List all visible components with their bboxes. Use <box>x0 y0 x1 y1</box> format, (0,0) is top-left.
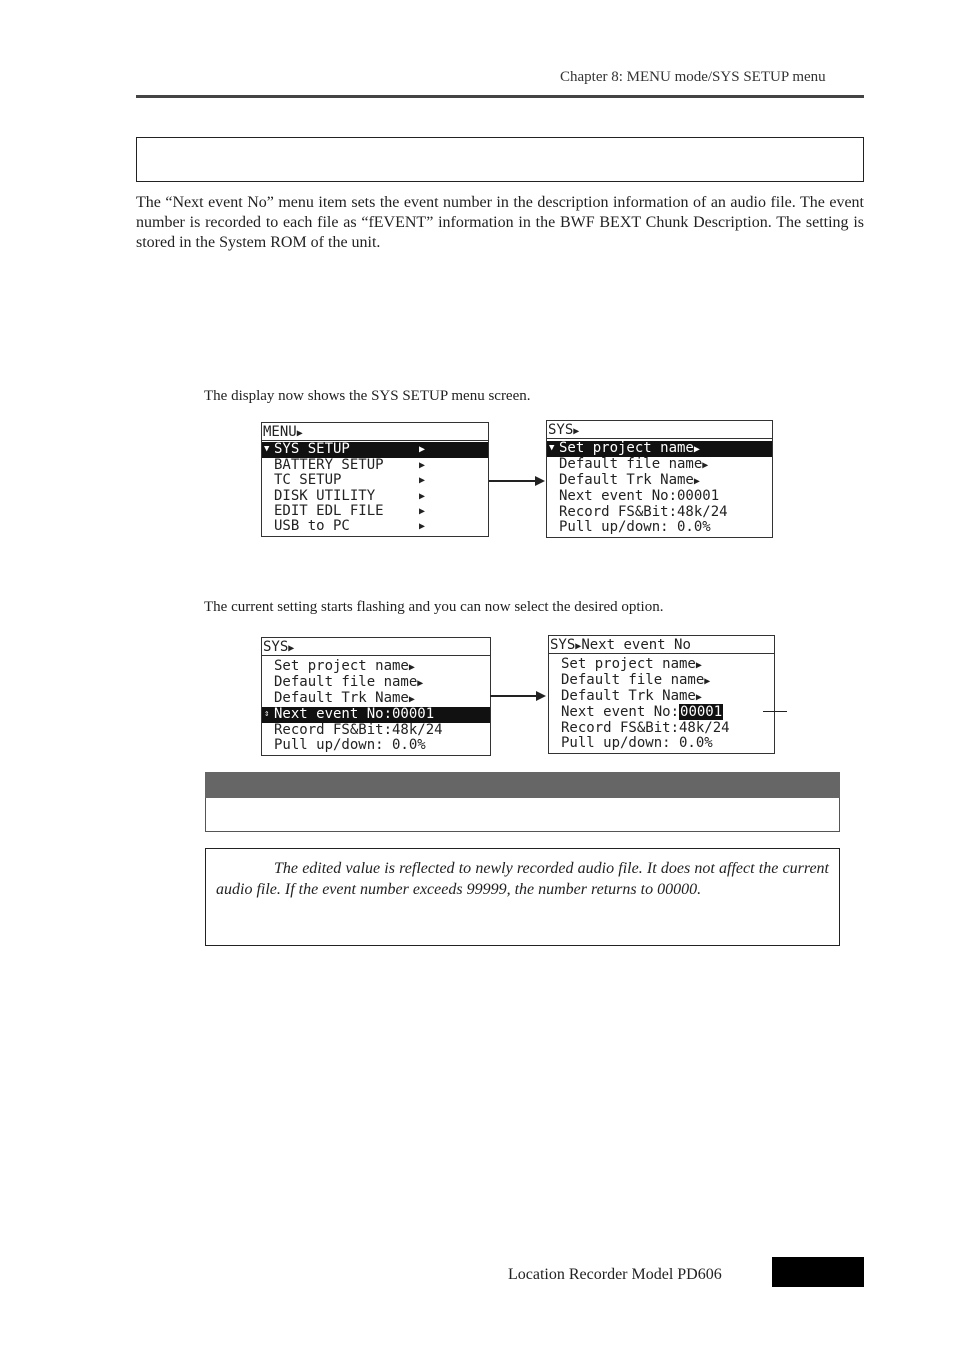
lcd-item-label: Set project name <box>561 656 696 672</box>
lcd-item-label: USB to PC <box>274 518 350 534</box>
lcd-row <box>262 738 490 754</box>
right-triangle-icon: ▶ <box>419 491 426 502</box>
lcd-sys-screen <box>546 420 773 538</box>
lcd-row <box>549 736 774 752</box>
lcd-item-label: Next event No:00001 <box>274 706 435 722</box>
scroll-down-icon: ▼ <box>549 443 555 453</box>
callout-line <box>763 711 787 712</box>
lcd-item-label: Default file name <box>274 674 418 690</box>
lcd-row <box>262 659 490 675</box>
lcd-title-text: SYS <box>263 639 289 655</box>
lcd-row-selected <box>262 707 490 723</box>
lcd-item-label: Next event No:00001 <box>559 488 720 504</box>
lcd-item-label: Default file name <box>559 456 703 472</box>
right-triangle-icon: ▶ <box>408 694 415 705</box>
lcd-title-text: MENU <box>263 424 297 440</box>
lcd-row <box>262 675 490 691</box>
lcd-item-label: BATTERY SETUP <box>274 457 384 473</box>
memo-box <box>205 848 840 946</box>
lcd-title <box>550 637 691 653</box>
lcd-item-label: Record FS&Bit:48k/24 <box>274 722 443 738</box>
lcd-title-text: SYS <box>550 637 576 653</box>
lcd-item-label: Default Trk Name <box>274 690 409 706</box>
lcd-separator <box>547 438 772 439</box>
right-triangle-icon: ▶ <box>693 476 700 487</box>
event-number-value: 00001 <box>680 704 723 720</box>
lcd-title <box>263 424 303 440</box>
lcd-next-event-edit <box>548 635 775 754</box>
right-triangle-icon: ▶ <box>419 475 426 486</box>
flow-arrow-line <box>490 695 536 697</box>
right-triangle-icon: ▶ <box>573 426 580 437</box>
arrow-right-icon <box>535 476 545 486</box>
lcd-item-label: Default Trk Name <box>561 688 696 704</box>
lcd-row <box>262 691 490 707</box>
step2-text: The current setting starts flashing and you can now select the desired option. <box>204 599 664 615</box>
right-triangle-icon: ▶ <box>704 676 711 687</box>
lcd-item-label: Pull up/down: 0.0% <box>559 519 711 535</box>
lcd-separator <box>549 653 774 654</box>
lcd-row <box>547 489 772 505</box>
section-title-box <box>136 137 864 182</box>
lcd-row <box>547 473 772 489</box>
lcd-row <box>547 520 772 536</box>
right-triangle-icon: ▶ <box>296 428 303 439</box>
lcd-title <box>263 639 294 655</box>
lcd-row-selected <box>547 441 772 457</box>
lcd-row-selected <box>262 442 488 458</box>
chapter-header: Chapter 8: MENU mode/SYS SETUP menu <box>560 69 826 85</box>
lcd-row <box>549 705 774 721</box>
lcd-item-label: Set project name <box>559 440 694 456</box>
lcd-separator <box>262 655 490 656</box>
lcd-item-label: SYS SETUP <box>274 441 350 457</box>
lcd-menu-screen <box>261 422 489 537</box>
lcd-item-label: Next event No: <box>561 704 680 720</box>
memo-text: The edited value is reflected to newly recorded audio file. It does not affect the current audio file. If the event number exceeds 99999, the number returns to 00000. <box>216 860 829 898</box>
right-triangle-icon: ▶ <box>408 662 415 673</box>
lcd-item-label: Record FS&Bit:48k/24 <box>559 504 728 520</box>
right-triangle-icon: ▶ <box>693 444 700 455</box>
step1-text: The display now shows the SYS SETUP menu screen. <box>204 388 531 404</box>
right-triangle-icon: ▶ <box>702 460 709 471</box>
right-triangle-icon: ▶ <box>419 444 426 455</box>
lcd-row <box>549 657 774 673</box>
lcd-sys-next-event-selected <box>261 637 491 756</box>
right-triangle-icon: ▶ <box>575 641 582 652</box>
lcd-item-label: Set project name <box>274 658 409 674</box>
right-triangle-icon: ▶ <box>695 692 702 703</box>
right-triangle-icon: ▶ <box>419 506 426 517</box>
lcd-title-text: SYS <box>548 422 574 438</box>
lcd-item-label: TC SETUP <box>274 472 342 488</box>
lcd-item-label: Default Trk Name <box>559 472 694 488</box>
header-rule <box>136 95 864 98</box>
lcd-row <box>549 689 774 705</box>
right-triangle-icon: ▶ <box>419 460 426 471</box>
flow-arrow-line <box>489 480 535 482</box>
note-body <box>205 798 840 832</box>
lcd-row <box>262 473 488 489</box>
lcd-row <box>547 457 772 473</box>
lcd-item-label: EDIT EDL FILE <box>274 503 384 519</box>
lcd-item-label: Record FS&Bit:48k/24 <box>561 720 730 736</box>
lcd-row <box>549 673 774 689</box>
lcd-item-label: Pull up/down: 0.0% <box>274 737 426 753</box>
lcd-row <box>262 519 488 535</box>
intro-paragraph: The “Next event No” menu item sets the event number in the description information of an audio file. The event number is recorded to each file as “fEVENT” information in the BWF BEXT Chunk Description. The setting is stored in the System ROM of the unit. <box>136 194 864 251</box>
right-triangle-icon: ▶ <box>419 521 426 532</box>
lcd-subtitle: Next event No <box>581 637 691 653</box>
page-number-box <box>772 1257 864 1287</box>
right-triangle-icon: ▶ <box>695 660 702 671</box>
lcd-item-label: Pull up/down: 0.0% <box>561 735 713 751</box>
scroll-updown-icon: ⇕ <box>264 709 270 719</box>
lcd-item-label: Default file name <box>561 672 705 688</box>
note-header-bar <box>205 772 840 798</box>
lcd-item-label: DISK UTILITY <box>274 488 376 504</box>
scroll-down-icon: ▼ <box>264 444 270 454</box>
right-triangle-icon: ▶ <box>288 643 295 654</box>
lcd-title <box>548 422 579 438</box>
right-triangle-icon: ▶ <box>417 678 424 689</box>
footer-product: Location Recorder Model PD606 <box>508 1266 722 1283</box>
arrow-right-icon <box>536 691 546 701</box>
